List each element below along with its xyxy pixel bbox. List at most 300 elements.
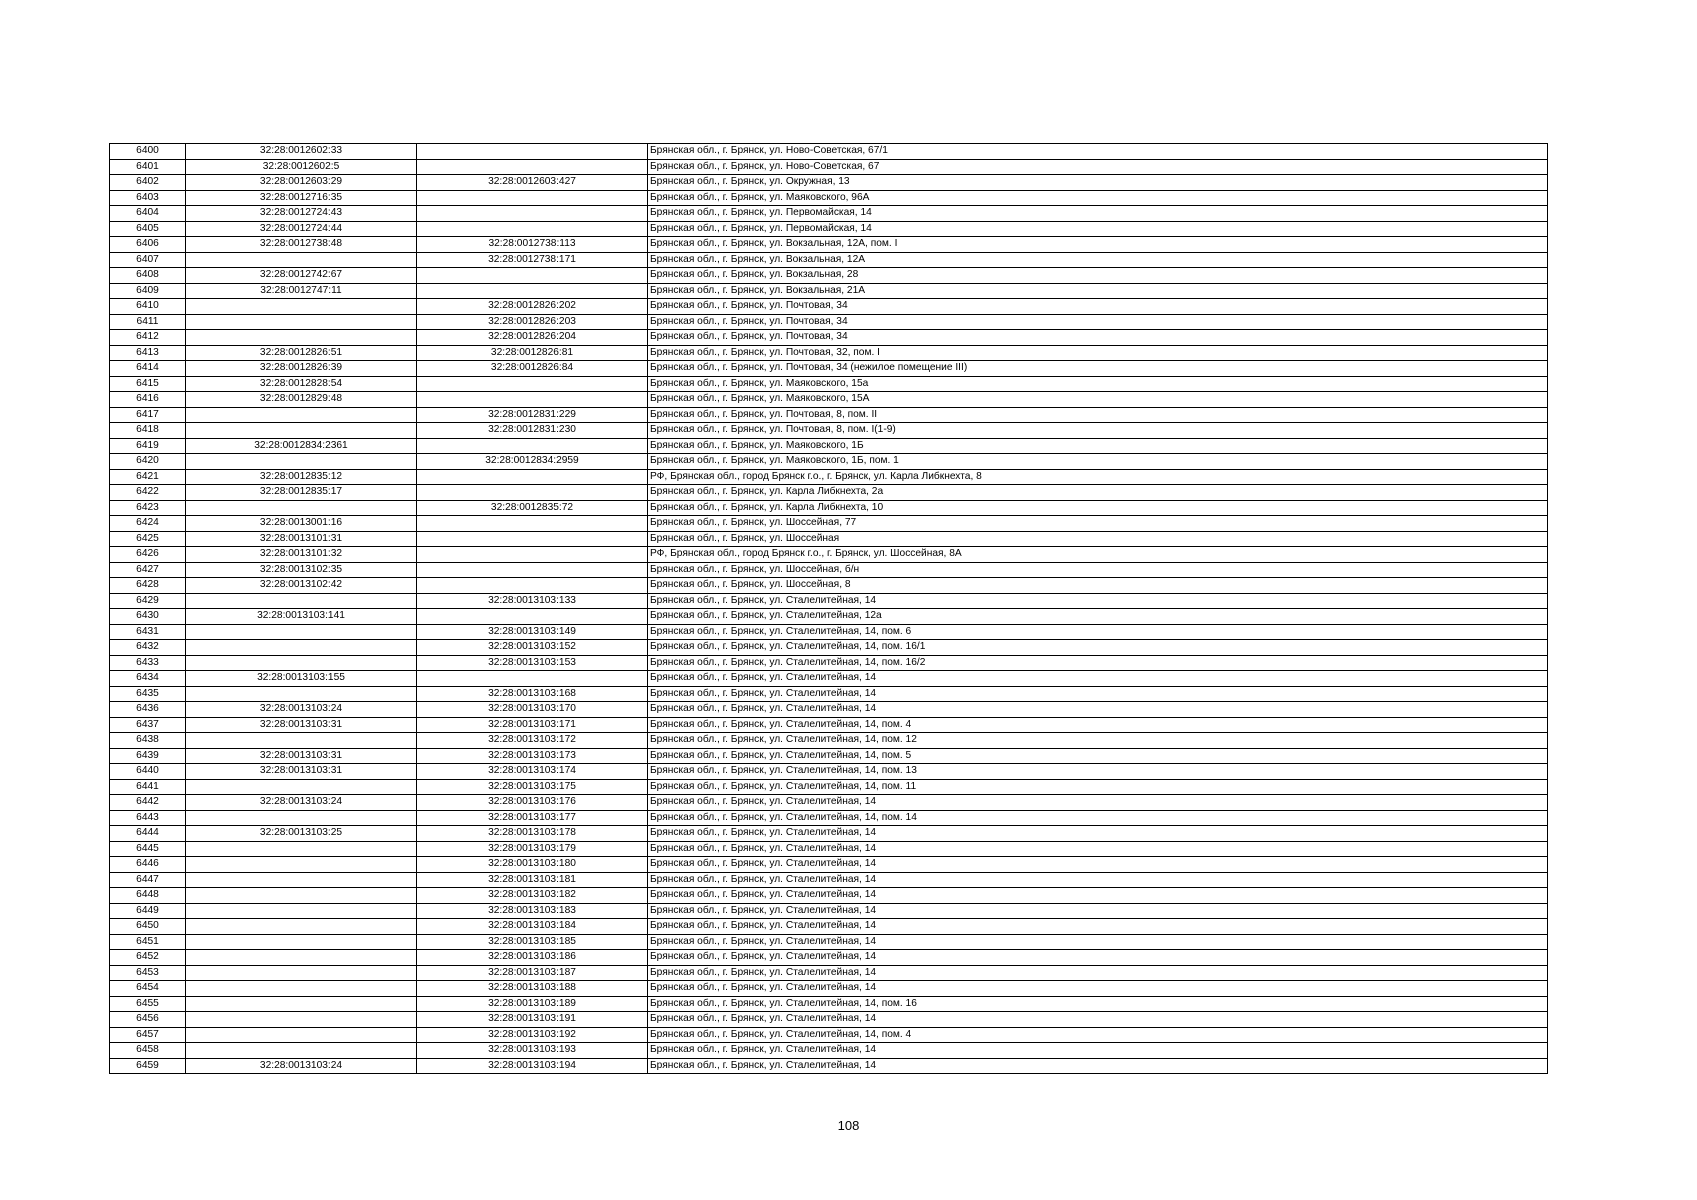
row-number-cell: 6431 (110, 624, 186, 640)
land-cadastral-number-cell (186, 624, 417, 640)
land-cadastral-number-cell: 32:28:0013001:16 (186, 516, 417, 532)
table-row (110, 190, 1548, 206)
land-cadastral-number-cell: 32:28:0012747:11 (186, 283, 417, 299)
table-row (110, 764, 1548, 780)
property-register-table (109, 143, 1548, 1074)
address-cell: Брянская обл., г. Брянск, ул. Вокзальная, 12А (648, 252, 1548, 268)
object-cadastral-number-cell: 32:28:0013103:175 (417, 779, 648, 795)
table-row (110, 562, 1548, 578)
object-cadastral-number-cell (417, 283, 648, 299)
row-number-cell: 6422 (110, 485, 186, 501)
land-cadastral-number-cell (186, 593, 417, 609)
land-cadastral-number-cell (186, 810, 417, 826)
object-cadastral-number-cell: 32:28:0013103:181 (417, 872, 648, 888)
row-number-cell: 6432 (110, 640, 186, 656)
object-cadastral-number-cell (417, 221, 648, 237)
land-cadastral-number-cell (186, 686, 417, 702)
row-number-cell: 6420 (110, 454, 186, 470)
address-cell: Брянская обл., г. Брянск, ул. Шоссейная, 8 (648, 578, 1548, 594)
row-number-cell: 6442 (110, 795, 186, 811)
row-number-cell: 6441 (110, 779, 186, 795)
land-cadastral-number-cell: 32:28:0013101:31 (186, 531, 417, 547)
land-cadastral-number-cell: 32:28:0012602:5 (186, 159, 417, 175)
table-row (110, 376, 1548, 392)
table-row (110, 221, 1548, 237)
table-row (110, 407, 1548, 423)
land-cadastral-number-cell: 32:28:0013103:24 (186, 1058, 417, 1074)
address-cell: РФ, Брянская обл., город Брянск г.о., г. Брянск, ул. Карла Либкнехта, 8 (648, 469, 1548, 485)
row-number-cell: 6448 (110, 888, 186, 904)
land-cadastral-number-cell (186, 996, 417, 1012)
object-cadastral-number-cell (417, 469, 648, 485)
table-row (110, 283, 1548, 299)
row-number-cell: 6459 (110, 1058, 186, 1074)
row-number-cell: 6406 (110, 237, 186, 253)
object-cadastral-number-cell (417, 438, 648, 454)
address-cell: Брянская обл., г. Брянск, ул. Сталелитейная, 14, пом. 4 (648, 1027, 1548, 1043)
object-cadastral-number-cell: 32:28:0013103:183 (417, 903, 648, 919)
object-cadastral-number-cell: 32:28:0013103:189 (417, 996, 648, 1012)
land-cadastral-number-cell: 32:28:0012829:48 (186, 392, 417, 408)
table-row (110, 733, 1548, 749)
land-cadastral-number-cell (186, 655, 417, 671)
address-cell: РФ, Брянская обл., город Брянск г.о., г. Брянск, ул. Шоссейная, 8А (648, 547, 1548, 563)
table-row (110, 206, 1548, 222)
address-cell: Брянская обл., г. Брянск, ул. Сталелитейная, 14, пом. 4 (648, 717, 1548, 733)
land-cadastral-number-cell: 32:28:0013103:155 (186, 671, 417, 687)
row-number-cell: 6423 (110, 500, 186, 516)
land-cadastral-number-cell (186, 779, 417, 795)
row-number-cell: 6445 (110, 841, 186, 857)
row-number-cell: 6440 (110, 764, 186, 780)
address-cell: Брянская обл., г. Брянск, ул. Сталелитейная, 14 (648, 965, 1548, 981)
land-cadastral-number-cell (186, 500, 417, 516)
land-cadastral-number-cell: 32:28:0012835:12 (186, 469, 417, 485)
address-cell: Брянская обл., г. Брянск, ул. Карла Либкнехта, 10 (648, 500, 1548, 516)
land-cadastral-number-cell (186, 330, 417, 346)
row-number-cell: 6439 (110, 748, 186, 764)
land-cadastral-number-cell: 32:28:0013103:31 (186, 764, 417, 780)
object-cadastral-number-cell (417, 578, 648, 594)
address-cell: Брянская обл., г. Брянск, ул. Сталелитейная, 12а (648, 609, 1548, 625)
row-number-cell: 6421 (110, 469, 186, 485)
table-row (110, 965, 1548, 981)
address-cell: Брянская обл., г. Брянск, ул. Сталелитейная, 14, пом. 11 (648, 779, 1548, 795)
land-cadastral-number-cell: 32:28:0012834:2361 (186, 438, 417, 454)
row-number-cell: 6408 (110, 268, 186, 284)
row-number-cell: 6410 (110, 299, 186, 315)
row-number-cell: 6424 (110, 516, 186, 532)
object-cadastral-number-cell: 32:28:0013103:191 (417, 1012, 648, 1028)
land-cadastral-number-cell (186, 252, 417, 268)
table-row (110, 547, 1548, 563)
table-row (110, 810, 1548, 826)
address-cell: Брянская обл., г. Брянск, ул. Сталелитейная, 14 (648, 841, 1548, 857)
row-number-cell: 6418 (110, 423, 186, 439)
table-row (110, 159, 1548, 175)
object-cadastral-number-cell: 32:28:0013103:173 (417, 748, 648, 764)
table-row (110, 934, 1548, 950)
object-cadastral-number-cell: 32:28:0013103:168 (417, 686, 648, 702)
land-cadastral-number-cell (186, 733, 417, 749)
table-row (110, 252, 1548, 268)
land-cadastral-number-cell: 32:28:0012738:48 (186, 237, 417, 253)
address-cell: Брянская обл., г. Брянск, ул. Ново-Советская, 67/1 (648, 144, 1548, 160)
land-cadastral-number-cell: 32:28:0012602:33 (186, 144, 417, 160)
land-cadastral-number-cell (186, 640, 417, 656)
land-cadastral-number-cell: 32:28:0013103:141 (186, 609, 417, 625)
table-row (110, 655, 1548, 671)
table-row (110, 531, 1548, 547)
table-row (110, 686, 1548, 702)
row-number-cell: 6430 (110, 609, 186, 625)
row-number-cell: 6416 (110, 392, 186, 408)
object-cadastral-number-cell: 32:28:0013103:194 (417, 1058, 648, 1074)
address-cell: Брянская обл., г. Брянск, ул. Маяковского, 1Б (648, 438, 1548, 454)
row-number-cell: 6437 (110, 717, 186, 733)
object-cadastral-number-cell: 32:28:0012835:72 (417, 500, 648, 516)
address-cell: Брянская обл., г. Брянск, ул. Сталелитейная, 14, пом. 13 (648, 764, 1548, 780)
address-cell: Брянская обл., г. Брянск, ул. Ново-Советская, 67 (648, 159, 1548, 175)
row-number-cell: 6436 (110, 702, 186, 718)
land-cadastral-number-cell: 32:28:0012603:29 (186, 175, 417, 191)
land-cadastral-number-cell (186, 454, 417, 470)
address-cell: Брянская обл., г. Брянск, ул. Маяковского, 15а (648, 376, 1548, 392)
address-cell: Брянская обл., г. Брянск, ул. Сталелитейная, 14 (648, 903, 1548, 919)
address-cell: Брянская обл., г. Брянск, ул. Сталелитейная, 14, пом. 16 (648, 996, 1548, 1012)
row-number-cell: 6433 (110, 655, 186, 671)
address-cell: Брянская обл., г. Брянск, ул. Сталелитейная, 14 (648, 826, 1548, 842)
row-number-cell: 6451 (110, 934, 186, 950)
table-row (110, 888, 1548, 904)
address-cell: Брянская обл., г. Брянск, ул. Сталелитейная, 14, пом. 14 (648, 810, 1548, 826)
object-cadastral-number-cell (417, 516, 648, 532)
row-number-cell: 6456 (110, 1012, 186, 1028)
land-cadastral-number-cell (186, 903, 417, 919)
address-cell: Брянская обл., г. Брянск, ул. Первомайская, 14 (648, 221, 1548, 237)
address-cell: Брянская обл., г. Брянск, ул. Сталелитейная, 14, пом. 16/2 (648, 655, 1548, 671)
row-number-cell: 6429 (110, 593, 186, 609)
object-cadastral-number-cell (417, 562, 648, 578)
row-number-cell: 6427 (110, 562, 186, 578)
land-cadastral-number-cell (186, 934, 417, 950)
row-number-cell: 6407 (110, 252, 186, 268)
land-cadastral-number-cell: 32:28:0012742:67 (186, 268, 417, 284)
object-cadastral-number-cell: 32:28:0013103:178 (417, 826, 648, 842)
table-row (110, 1043, 1548, 1059)
table-row (110, 717, 1548, 733)
table-row (110, 950, 1548, 966)
table-row (110, 485, 1548, 501)
object-cadastral-number-cell: 32:28:0013103:179 (417, 841, 648, 857)
object-cadastral-number-cell: 32:28:0013103:182 (417, 888, 648, 904)
table-row (110, 609, 1548, 625)
row-number-cell: 6413 (110, 345, 186, 361)
object-cadastral-number-cell: 32:28:0013103:188 (417, 981, 648, 997)
land-cadastral-number-cell (186, 888, 417, 904)
table-row (110, 175, 1548, 191)
address-cell: Брянская обл., г. Брянск, ул. Сталелитейная, 14 (648, 1058, 1548, 1074)
object-cadastral-number-cell: 32:28:0013103:153 (417, 655, 648, 671)
address-cell: Брянская обл., г. Брянск, ул. Первомайская, 14 (648, 206, 1548, 222)
object-cadastral-number-cell (417, 159, 648, 175)
object-cadastral-number-cell: 32:28:0013103:170 (417, 702, 648, 718)
land-cadastral-number-cell: 32:28:0013103:25 (186, 826, 417, 842)
object-cadastral-number-cell (417, 531, 648, 547)
table-row (110, 779, 1548, 795)
table-row (110, 640, 1548, 656)
table-row (110, 454, 1548, 470)
object-cadastral-number-cell: 32:28:0013103:193 (417, 1043, 648, 1059)
land-cadastral-number-cell (186, 299, 417, 315)
table-row (110, 268, 1548, 284)
address-cell: Брянская обл., г. Брянск, ул. Шоссейная (648, 531, 1548, 547)
row-number-cell: 6434 (110, 671, 186, 687)
address-cell: Брянская обл., г. Брянск, ул. Вокзальная, 12А, пом. I (648, 237, 1548, 253)
land-cadastral-number-cell: 32:28:0012828:54 (186, 376, 417, 392)
table-row (110, 996, 1548, 1012)
address-cell: Брянская обл., г. Брянск, ул. Почтовая, 32, пом. I (648, 345, 1548, 361)
land-cadastral-number-cell: 32:28:0012826:39 (186, 361, 417, 377)
object-cadastral-number-cell: 32:28:0012826:81 (417, 345, 648, 361)
address-cell: Брянская обл., г. Брянск, ул. Сталелитейная, 14 (648, 671, 1548, 687)
table-row (110, 919, 1548, 935)
address-cell: Брянская обл., г. Брянск, ул. Сталелитейная, 14 (648, 981, 1548, 997)
land-cadastral-number-cell (186, 841, 417, 857)
row-number-cell: 6455 (110, 996, 186, 1012)
object-cadastral-number-cell: 32:28:0012826:202 (417, 299, 648, 315)
table-row (110, 299, 1548, 315)
object-cadastral-number-cell (417, 671, 648, 687)
object-cadastral-number-cell (417, 206, 648, 222)
object-cadastral-number-cell (417, 268, 648, 284)
row-number-cell: 6450 (110, 919, 186, 935)
address-cell: Брянская обл., г. Брянск, ул. Почтовая, 8, пом. II (648, 407, 1548, 423)
row-number-cell: 6447 (110, 872, 186, 888)
land-cadastral-number-cell (186, 1043, 417, 1059)
object-cadastral-number-cell (417, 144, 648, 160)
object-cadastral-number-cell: 32:28:0012826:204 (417, 330, 648, 346)
land-cadastral-number-cell: 32:28:0013103:24 (186, 702, 417, 718)
land-cadastral-number-cell: 32:28:0012716:35 (186, 190, 417, 206)
land-cadastral-number-cell: 32:28:0013102:42 (186, 578, 417, 594)
table-row (110, 516, 1548, 532)
land-cadastral-number-cell: 32:28:0013103:31 (186, 748, 417, 764)
row-number-cell: 6454 (110, 981, 186, 997)
object-cadastral-number-cell (417, 485, 648, 501)
object-cadastral-number-cell (417, 376, 648, 392)
object-cadastral-number-cell: 32:28:0013103:180 (417, 857, 648, 873)
object-cadastral-number-cell: 32:28:0012826:84 (417, 361, 648, 377)
table-row (110, 748, 1548, 764)
row-number-cell: 6401 (110, 159, 186, 175)
row-number-cell: 6428 (110, 578, 186, 594)
address-cell: Брянская обл., г. Брянск, ул. Сталелитейная, 14 (648, 593, 1548, 609)
object-cadastral-number-cell: 32:28:0013103:184 (417, 919, 648, 935)
object-cadastral-number-cell: 32:28:0013103:186 (417, 950, 648, 966)
address-cell: Брянская обл., г. Брянск, ул. Сталелитейная, 14 (648, 934, 1548, 950)
object-cadastral-number-cell: 32:28:0012831:230 (417, 423, 648, 439)
table-row (110, 423, 1548, 439)
land-cadastral-number-cell: 32:28:0013101:32 (186, 547, 417, 563)
land-cadastral-number-cell (186, 1027, 417, 1043)
address-cell: Брянская обл., г. Брянск, ул. Шоссейная, 77 (648, 516, 1548, 532)
row-number-cell: 6415 (110, 376, 186, 392)
address-cell: Брянская обл., г. Брянск, ул. Сталелитейная, 14 (648, 686, 1548, 702)
address-cell: Брянская обл., г. Брянск, ул. Почтовая, 34 (648, 314, 1548, 330)
object-cadastral-number-cell: 32:28:0013103:192 (417, 1027, 648, 1043)
table-row (110, 795, 1548, 811)
register-table-body (110, 144, 1548, 1074)
address-cell: Брянская обл., г. Брянск, ул. Сталелитейная, 14, пом. 12 (648, 733, 1548, 749)
object-cadastral-number-cell: 32:28:0013103:133 (417, 593, 648, 609)
row-number-cell: 6425 (110, 531, 186, 547)
object-cadastral-number-cell (417, 392, 648, 408)
table-row (110, 392, 1548, 408)
table-row (110, 826, 1548, 842)
row-number-cell: 6404 (110, 206, 186, 222)
land-cadastral-number-cell: 32:28:0012835:17 (186, 485, 417, 501)
table-row (110, 1058, 1548, 1074)
object-cadastral-number-cell: 32:28:0012831:229 (417, 407, 648, 423)
object-cadastral-number-cell: 32:28:0012738:113 (417, 237, 648, 253)
page-number: 108 (837, 1118, 860, 1133)
object-cadastral-number-cell: 32:28:0013103:187 (417, 965, 648, 981)
land-cadastral-number-cell: 32:28:0012826:51 (186, 345, 417, 361)
row-number-cell: 6426 (110, 547, 186, 563)
address-cell: Брянская обл., г. Брянск, ул. Сталелитейная, 14 (648, 950, 1548, 966)
address-cell: Брянская обл., г. Брянск, ул. Шоссейная, б/н (648, 562, 1548, 578)
address-cell: Брянская обл., г. Брянск, ул. Сталелитейная, 14 (648, 702, 1548, 718)
row-number-cell: 6412 (110, 330, 186, 346)
row-number-cell: 6444 (110, 826, 186, 842)
table-row (110, 500, 1548, 516)
row-number-cell: 6414 (110, 361, 186, 377)
row-number-cell: 6443 (110, 810, 186, 826)
table-row (110, 981, 1548, 997)
table-row (110, 671, 1548, 687)
row-number-cell: 6409 (110, 283, 186, 299)
table-row (110, 438, 1548, 454)
table-row (110, 624, 1548, 640)
land-cadastral-number-cell (186, 950, 417, 966)
address-cell: Брянская обл., г. Брянск, ул. Сталелитейная, 14 (648, 1043, 1548, 1059)
address-cell: Брянская обл., г. Брянск, ул. Вокзальная, 21А (648, 283, 1548, 299)
land-cadastral-number-cell (186, 1012, 417, 1028)
object-cadastral-number-cell (417, 609, 648, 625)
land-cadastral-number-cell: 32:28:0013103:24 (186, 795, 417, 811)
object-cadastral-number-cell: 32:28:0012826:203 (417, 314, 648, 330)
table-row (110, 330, 1548, 346)
land-cadastral-number-cell: 32:28:0013103:31 (186, 717, 417, 733)
land-cadastral-number-cell (186, 314, 417, 330)
address-cell: Брянская обл., г. Брянск, ул. Маяковского, 15А (648, 392, 1548, 408)
object-cadastral-number-cell (417, 547, 648, 563)
object-cadastral-number-cell: 32:28:0013103:176 (417, 795, 648, 811)
row-number-cell: 6452 (110, 950, 186, 966)
object-cadastral-number-cell: 32:28:0013103:185 (417, 934, 648, 950)
address-cell: Брянская обл., г. Брянск, ул. Почтовая, 34 (нежилое помещение III) (648, 361, 1548, 377)
row-number-cell: 6402 (110, 175, 186, 191)
address-cell: Брянская обл., г. Брянск, ул. Сталелитейная, 14 (648, 888, 1548, 904)
address-cell: Брянская обл., г. Брянск, ул. Вокзальная, 28 (648, 268, 1548, 284)
address-cell: Брянская обл., г. Брянск, ул. Сталелитейная, 14, пом. 6 (648, 624, 1548, 640)
table-row (110, 144, 1548, 160)
row-number-cell: 6449 (110, 903, 186, 919)
land-cadastral-number-cell: 32:28:0013102:35 (186, 562, 417, 578)
row-number-cell: 6400 (110, 144, 186, 160)
address-cell: Брянская обл., г. Брянск, ул. Сталелитейная, 14 (648, 795, 1548, 811)
object-cadastral-number-cell: 32:28:0012834:2959 (417, 454, 648, 470)
table-row (110, 314, 1548, 330)
table-row (110, 872, 1548, 888)
table-row (110, 857, 1548, 873)
address-cell: Брянская обл., г. Брянск, ул. Сталелитейная, 14, пом. 16/1 (648, 640, 1548, 656)
address-cell: Брянская обл., г. Брянск, ул. Почтовая, 34 (648, 330, 1548, 346)
row-number-cell: 6453 (110, 965, 186, 981)
object-cadastral-number-cell: 32:28:0013103:177 (417, 810, 648, 826)
row-number-cell: 6411 (110, 314, 186, 330)
row-number-cell: 6435 (110, 686, 186, 702)
object-cadastral-number-cell: 32:28:0012738:171 (417, 252, 648, 268)
row-number-cell: 6403 (110, 190, 186, 206)
object-cadastral-number-cell: 32:28:0013103:171 (417, 717, 648, 733)
object-cadastral-number-cell: 32:28:0013103:174 (417, 764, 648, 780)
row-number-cell: 6419 (110, 438, 186, 454)
address-cell: Брянская обл., г. Брянск, ул. Сталелитейная, 14 (648, 857, 1548, 873)
address-cell: Брянская обл., г. Брянск, ул. Почтовая, 34 (648, 299, 1548, 315)
land-cadastral-number-cell (186, 981, 417, 997)
address-cell: Брянская обл., г. Брянск, ул. Маяковского, 1Б, пом. 1 (648, 454, 1548, 470)
table-row (110, 1027, 1548, 1043)
land-cadastral-number-cell (186, 407, 417, 423)
table-row (110, 593, 1548, 609)
table-row (110, 578, 1548, 594)
address-cell: Брянская обл., г. Брянск, ул. Сталелитейная, 14 (648, 919, 1548, 935)
row-number-cell: 6438 (110, 733, 186, 749)
row-number-cell: 6417 (110, 407, 186, 423)
table-row (110, 237, 1548, 253)
table-row (110, 469, 1548, 485)
land-cadastral-number-cell (186, 872, 417, 888)
address-cell: Брянская обл., г. Брянск, ул. Карла Либкнехта, 2а (648, 485, 1548, 501)
object-cadastral-number-cell: 32:28:0012603:427 (417, 175, 648, 191)
address-cell: Брянская обл., г. Брянск, ул. Окружная, 13 (648, 175, 1548, 191)
land-cadastral-number-cell (186, 965, 417, 981)
address-cell: Брянская обл., г. Брянск, ул. Маяковского, 96А (648, 190, 1548, 206)
table-row (110, 345, 1548, 361)
land-cadastral-number-cell: 32:28:0012724:43 (186, 206, 417, 222)
row-number-cell: 6457 (110, 1027, 186, 1043)
table-row (110, 361, 1548, 377)
table-row (110, 1012, 1548, 1028)
address-cell: Брянская обл., г. Брянск, ул. Сталелитейная, 14 (648, 872, 1548, 888)
object-cadastral-number-cell: 32:28:0013103:149 (417, 624, 648, 640)
object-cadastral-number-cell (417, 190, 648, 206)
table-row (110, 841, 1548, 857)
land-cadastral-number-cell (186, 423, 417, 439)
object-cadastral-number-cell: 32:28:0013103:172 (417, 733, 648, 749)
address-cell: Брянская обл., г. Брянск, ул. Почтовая, 8, пом. I(1-9) (648, 423, 1548, 439)
row-number-cell: 6458 (110, 1043, 186, 1059)
land-cadastral-number-cell (186, 857, 417, 873)
row-number-cell: 6446 (110, 857, 186, 873)
row-number-cell: 6405 (110, 221, 186, 237)
land-cadastral-number-cell: 32:28:0012724:44 (186, 221, 417, 237)
table-row (110, 903, 1548, 919)
address-cell: Брянская обл., г. Брянск, ул. Сталелитейная, 14 (648, 1012, 1548, 1028)
land-cadastral-number-cell (186, 919, 417, 935)
